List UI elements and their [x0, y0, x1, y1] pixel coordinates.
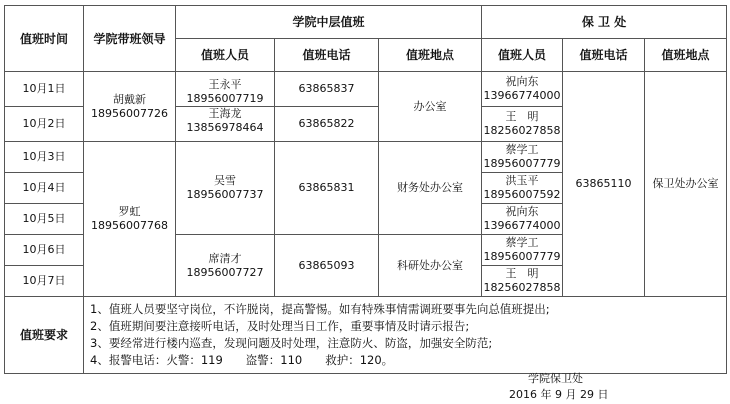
leader-cell — [84, 72, 176, 142]
sec-person-cell — [482, 142, 563, 173]
duty-schedule-table — [4, 5, 727, 374]
mid-person-cell — [176, 107, 275, 142]
footer-org: 学院保卫处 — [528, 372, 583, 385]
sec-person-phone: 18256027858 — [483, 281, 561, 294]
sec-person-phone: 18956007779 — [483, 157, 561, 170]
sec-location: 保卫处办公室 — [645, 72, 727, 297]
mid-person-cell — [176, 72, 275, 107]
mid-person-cell — [176, 142, 275, 235]
sec-person-cell — [482, 204, 563, 235]
sec-phone: 63865110 — [563, 72, 645, 297]
requirements-label: 值班要求 — [5, 297, 84, 374]
header-mid-person: 值班人员 — [176, 39, 275, 72]
mid-person-name: 席清才 — [208, 251, 242, 265]
leader-phone: 18956007726 — [91, 106, 168, 120]
mid-person-cell — [176, 235, 275, 297]
sec-person-name: 祝向东 — [505, 205, 539, 218]
header-leader: 学院带班领导 — [84, 6, 176, 72]
sec-person-phone: 18956007779 — [483, 250, 561, 263]
leader-name: 胡戴新 — [113, 92, 146, 106]
sec-person-name: 蔡学工 — [505, 236, 539, 249]
mid-office-phone: 63865837 — [275, 72, 379, 107]
mid-person-name: 王海龙 — [208, 107, 242, 120]
header-sec-location: 值班地点 — [645, 39, 727, 72]
requirement-line: 1、值班人员要坚守岗位，不许脱岗，提高警惕。如有特殊事情需调班要事先向总值班提出; — [90, 302, 550, 316]
sec-person-name: 祝向东 — [505, 75, 539, 88]
sec-person-cell — [482, 173, 563, 204]
leader-name: 罗虹 — [118, 205, 141, 218]
requirement-line: 2、值班期间要注意接听电话，及时处理当日工作，重要事情及时请示报告; — [90, 319, 470, 333]
requirement-line: 4、报警电话：火警：119 盗警：110 救护：120。 — [90, 353, 394, 367]
mid-location: 办公室 — [379, 72, 482, 142]
requirement-line: 3、要经常进行楼内巡查，发现问题及时处理，注意防火、防盗，加强安全防范; — [90, 336, 493, 350]
date-cell: 10月7日 — [5, 266, 84, 297]
sec-person-cell — [482, 266, 563, 297]
header-sec-person: 值班人员 — [482, 39, 563, 72]
date-cell: 10月1日 — [5, 72, 84, 107]
sec-person-name: 王 明 — [505, 110, 539, 123]
mid-location: 科研处办公室 — [379, 235, 482, 297]
header-mid-phone: 值班电话 — [275, 39, 379, 72]
sec-person-phone: 13966774000 — [483, 89, 561, 102]
date-cell: 10月6日 — [5, 235, 84, 266]
footer-date: 2016 年 9 月 29 日 — [509, 388, 609, 401]
sec-person-phone: 13966774000 — [483, 219, 561, 232]
date-cell: 10月4日 — [5, 173, 84, 204]
mid-office-phone: 63865093 — [275, 235, 379, 297]
date-cell: 10月5日 — [5, 204, 84, 235]
sec-person-name: 洪玉平 — [505, 174, 539, 187]
leader-cell — [84, 142, 176, 297]
mid-person-name: 吴雪 — [214, 174, 236, 187]
sec-person-cell — [482, 235, 563, 266]
header-group-mid: 学院中层值班 — [176, 6, 482, 39]
requirements-notes — [84, 297, 727, 374]
mid-person-phone: 13856978464 — [186, 121, 264, 134]
mid-location: 财务处办公室 — [379, 142, 482, 235]
mid-person-phone: 18956007737 — [186, 188, 264, 201]
date-cell: 10月2日 — [5, 107, 84, 142]
sec-person-phone: 18256027858 — [483, 124, 561, 137]
sec-person-cell — [482, 107, 563, 142]
sec-person-name: 王 明 — [505, 267, 539, 280]
header-group-security: 保 卫 处 — [482, 6, 727, 39]
mid-person-phone: 18956007727 — [186, 265, 264, 279]
mid-person-phone: 18956007719 — [186, 92, 264, 105]
header-time: 值班时间 — [5, 6, 84, 72]
mid-office-phone: 63865822 — [275, 107, 379, 142]
mid-office-phone: 63865831 — [275, 142, 379, 235]
header-mid-location: 值班地点 — [379, 39, 482, 72]
mid-person-name: 王永平 — [208, 78, 242, 91]
date-cell: 10月3日 — [5, 142, 84, 173]
sec-person-cell — [482, 72, 563, 107]
sec-person-phone: 18956007592 — [483, 188, 561, 201]
header-sec-phone: 值班电话 — [563, 39, 645, 72]
sec-person-name: 蔡学工 — [505, 143, 539, 156]
leader-phone: 18956007768 — [91, 219, 168, 232]
